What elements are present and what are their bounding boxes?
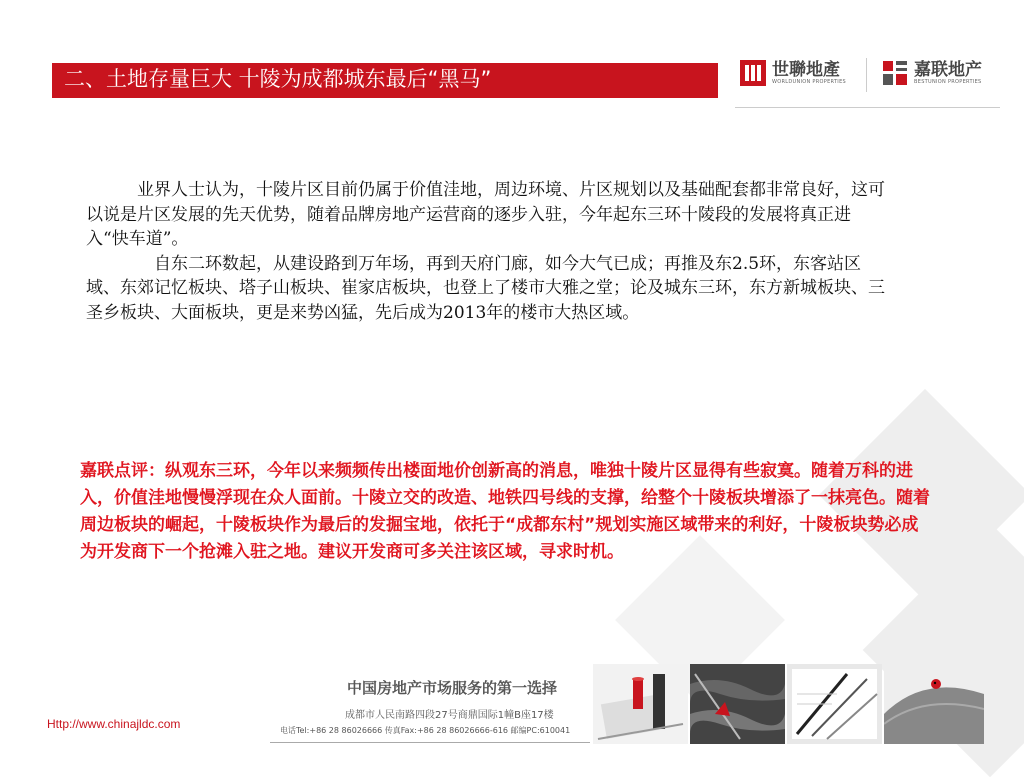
footer-photo-pens (787, 664, 882, 744)
body-text (86, 178, 886, 325)
footer-photo-ladybug (884, 664, 984, 744)
bestunion-logo-cn: 嘉联地产 (914, 59, 982, 80)
bestunion-logo-icon (882, 60, 908, 86)
worldunion-logo-cn: 世聯地產 (772, 59, 840, 80)
footer-slogan: 中国房地产市场服务的第一选择 (347, 679, 558, 697)
body-paragraph: 业界人士认为，十陵片区目前仍属于价值洼地，周边环境、片区规划以及基础配套都非常良好，这可以说是片区发展的先天优势，随着品牌房地产运营商的逐步入驻，今年起东三环十陵段的发展将真正进入“快车道”。 (86, 180, 885, 249)
page-title: 二、土地存量巨大 十陵为成都城东最后“黑马” (52, 63, 718, 96)
footer-address: 成都市人民南路四段27号商鼎国际1幢B座17楼 (345, 710, 554, 721)
bestunion-logo (882, 60, 982, 86)
footer-photo-office (593, 664, 688, 744)
header-divider (52, 96, 718, 98)
bestunion-logo-en: BESTUNION PROPERTIES (914, 78, 982, 85)
worldunion-logo (740, 60, 846, 86)
body-paragraph: 自东二环数起，从建设路到万年场，再到天府门廊，如今大气已成；再推及东2.5环，东客站区域、东郊记忆板块、塔子山板块、崔家店板块，也登上了楼市大雅之堂；论及城东三环，东方新城板块、三圣乡板块、大面板块，更是来势凶猛，先后成为2013年的楼市大热区域。 (86, 253, 885, 323)
logo-underline (735, 107, 1000, 108)
footer-contact: 电话Tel:+86 28 86026666 传真Fax:+86 28 86026666-616 邮编PC:610041 (280, 726, 571, 735)
footer-url-link[interactable]: Http://www.chinajldc.com (47, 717, 181, 731)
footer-photo-stone (690, 664, 785, 744)
logo-separator (866, 58, 867, 92)
footer-divider (270, 742, 590, 743)
worldunion-logo-en: WORLDUNION PROPERTIES (772, 78, 846, 85)
bestunion-comment: 嘉联点评：纵观东三环，今年以来频频传出楼面地价创新高的消息，唯独十陵片区显得有些寂寞。随着万科的进入，价值洼地慢慢浮现在众人面前。十陵立交的改造、地铁四号线的支撑，给整个十陵板块增添了一抹亮色。随着周边板块的崛起，十陵板块作为最后的发掘宝地，依托于“成都东村”规划实施区域带来的利好，十陵板块势必成为开发商下一个抢滩入驻之地。建议开发商可多关注该区域，寻求时机。 (80, 461, 930, 562)
worldunion-logo-icon (740, 60, 766, 86)
